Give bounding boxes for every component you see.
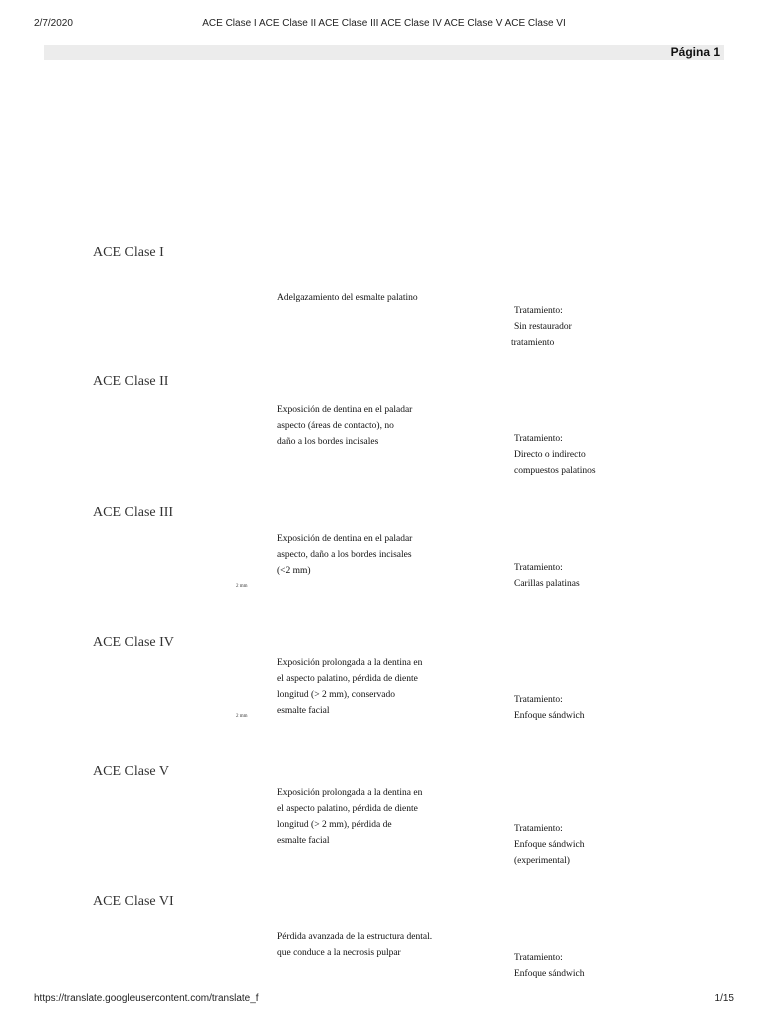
class-description [277,785,422,849]
class-title: ACE Clase V [93,764,169,779]
description-line: que conduce a la necrosis pulpar [277,948,401,958]
description-line: Exposición prolongada a la dentina en [277,788,423,798]
description-line: aspecto (áreas de contacto), no [277,421,394,431]
description-line: Exposición de dentina en el paladar [277,534,413,544]
treatment-line: Tratamiento: [514,695,563,705]
print-title: ACE Clase I ACE Clase II ACE Clase III ACE Clase IV ACE Clase V ACE Clase VI [202,18,566,29]
description-line: esmalte facial [277,836,330,846]
description-line: esmalte facial [277,706,330,716]
description-line: longitud (> 2 mm), pérdida de [277,820,392,830]
description-line: Exposición de dentina en el paladar [277,405,413,415]
treatment-line: Enfoque sándwich [514,969,585,979]
measurement-label: 2 mm [236,714,248,719]
page-header-band [44,45,724,60]
print-date: 2/7/2020 [34,18,73,29]
class-description [277,929,432,961]
description-line: aspecto, daño a los bordes incisales [277,550,412,560]
treatment-text [514,692,584,724]
class-title: ACE Clase IV [93,635,174,650]
description-line: (<2 mm) [277,566,311,576]
treatment-text [511,303,572,351]
class-description [277,655,422,719]
treatment-line: compuestos palatinos [514,466,596,476]
treatment-line: Tratamiento: [514,306,563,316]
treatment-text [514,821,584,869]
treatment-line: Directo o indirecto [514,450,586,460]
class-title: ACE Clase III [93,505,174,520]
description-line: el aspecto palatino, pérdida de diente [277,804,418,814]
treatment-line: (experimental) [514,856,570,866]
measurement-label: 2 mm [236,584,248,589]
treatment-line: Sin restaurador [514,322,572,332]
treatment-line: Tratamiento: [514,434,563,444]
treatment-line: tratamiento [511,338,555,348]
treatment-text [514,560,580,592]
description-line: Exposición prolongada a la dentina en [277,658,423,668]
footer-url: https://translate.googleusercontent.com/translate_f [34,993,259,1004]
description-line: el aspecto palatino, pérdida de diente [277,674,418,684]
class-description [277,402,412,450]
treatment-text [514,431,596,479]
class-title: ACE Clase II [93,374,169,389]
footer-page-count: 1/15 [714,993,734,1004]
treatment-line: Enfoque sándwich [514,711,585,721]
description-line: Adelgazamiento del esmalte palatino [277,293,418,303]
page-label: Página 1 [670,45,720,59]
treatment-line: Tratamiento: [514,953,563,963]
treatment-line: Tratamiento: [514,824,563,834]
class-description [277,531,412,579]
treatment-line: Carillas palatinas [514,579,580,589]
description-line: longitud (> 2 mm), conservado [277,690,396,700]
description-line: Pérdida avanzada de la estructura dental. [277,932,433,942]
description-line: daño a los bordes incisales [277,437,379,447]
class-title: ACE Clase VI [93,894,174,909]
class-description [277,290,418,306]
treatment-line: Tratamiento: [514,563,563,573]
treatment-line: Enfoque sándwich [514,840,585,850]
class-title: ACE Clase I [93,245,164,260]
treatment-text [514,950,584,982]
